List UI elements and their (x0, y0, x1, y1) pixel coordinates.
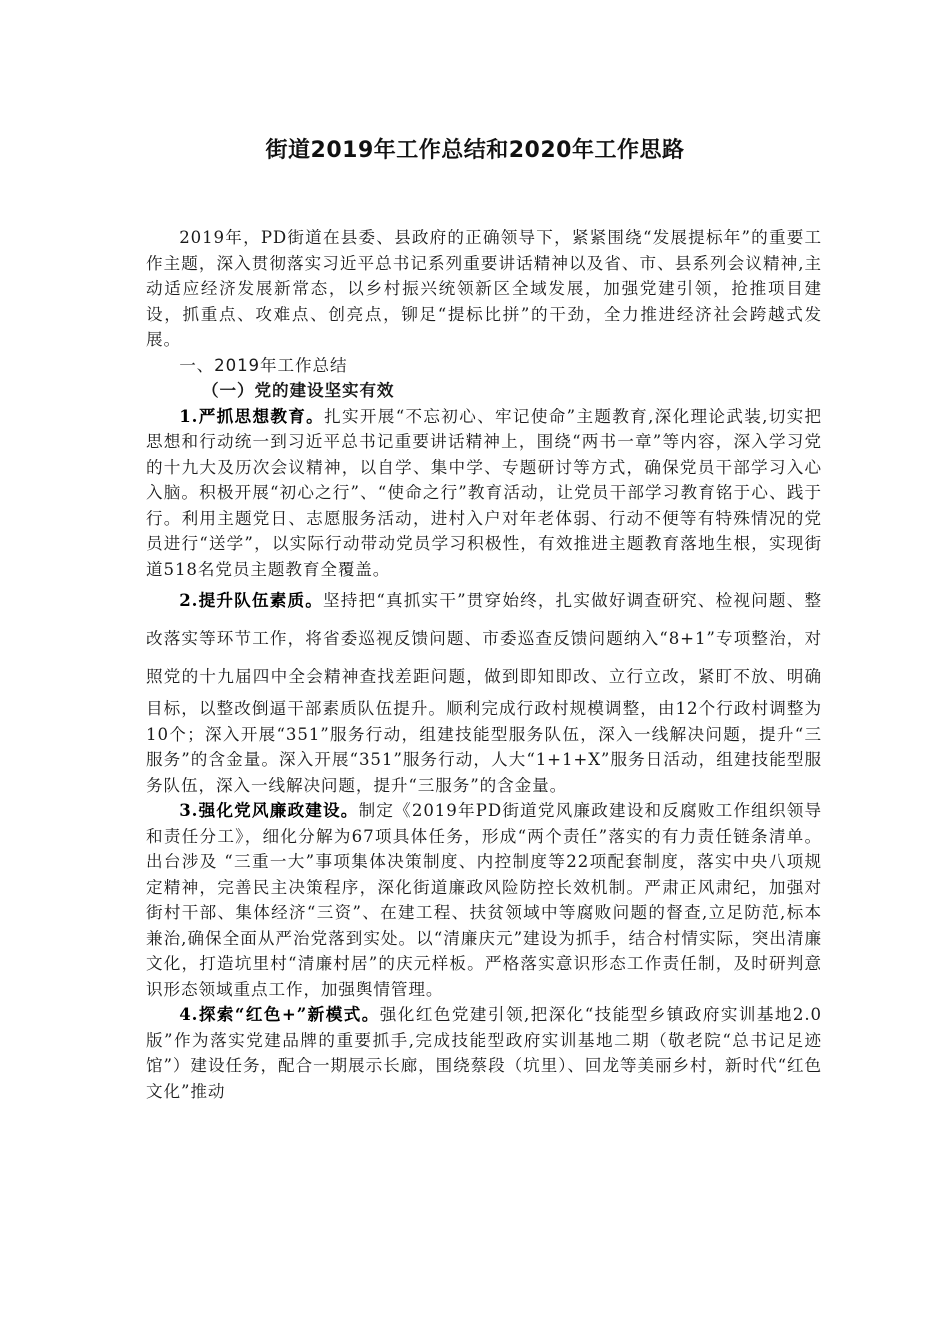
item-text-1: 扎实开展“不忘初心、牢记使命”主题教育,深化理论武装,切实把思想和行动统一到习近平总书记重要讲话精神上，围绕“两书一章”等内容，深入学习党的十九大及历次会议精神，以自学、集中学、专题研讨等方式，确保党员干部学习入心入脑。积极开展“初心之行”、“使命之行”教育活动，让党员干部学习教育铭于心、践于行。利用主题党日、志愿服务活动，进村入户对年老体弱、行动不便等有特殊情况的党员进行“送学”，以实际行动带动党员学习积极性，有效推进主题教育落地生根，实现街道518名党员主题教育全覆盖。 (146, 406, 822, 579)
subsection-heading: （一）党的建设坚实有效 (202, 380, 395, 400)
document-body (146, 225, 822, 1104)
intro-paragraph: 2019年，PD街道在县委、县政府的正确领导下，紧紧围绕“发展提标年”的重要工作主题，深入贯彻落实习近平总书记系列重要讲话精神以及省、市、县系列会议精神,主动适应经济发展新常态，以乡村振兴统领新区全域发展，加强党建引领，抢推项目建设，抓重点、攻难点、创亮点，铆足“提标比拼”的干劲，全力推进经济社会跨越式发展。 (146, 228, 822, 349)
item-lead-3: 3.强化党风廉政建设。 (179, 800, 359, 820)
item-lead-2: 2.提升队伍素质。 (179, 590, 324, 610)
item-paragraph-3 (146, 798, 822, 1002)
item-paragraph-4 (146, 1002, 822, 1104)
item-lead-4: 4.探索“红色+”新模式。 (179, 1004, 380, 1024)
item-paragraph-2 (146, 582, 822, 798)
section-heading: 一、2019年工作总结 (179, 355, 348, 375)
item-text-2a: 坚持把“真抓实干”贯穿始终，扎实做好调查研究、检视问题、整改落实等环节工作，将省委巡视反馈问题、市委巡查反馈问题纳入“8+1”专项整治，对照党的十九届四中全会精神查找差距问题， (146, 591, 822, 686)
item-text-4: 强化红色党建引领,把深化“技能型乡镇政府实训基地2.0版”作为落实党建品牌的重要抓手,完成技能型政府实训基地二期（敬老院“总书记足迹馆”）建设任务，配合一期展示长廊，围绕蔡段（坑里）、回龙等美丽乡村，新时代“红色文化”推动 (146, 1005, 822, 1101)
item-text-2b: 做到即知即改、立行立改，紧盯不放、明确目标，以整改倒逼干部素质队伍提升。顺利完成行政村规模调整，由12个行政村调整为10个；深入开展“351”服务行动，组建技能型服务队伍，深入一线解决问题，提升“三服务”的含金量。深入开展“351”服务行动，人大“1+1+X”服务日活动，组建技能型服务队伍，深入一线解决问题，提升“三服务”的含金量。 (146, 667, 822, 795)
item-lead-1: 1.严抓思想教育。 (179, 405, 325, 426)
document-title: 街道2019年工作总结和2020年工作思路 (265, 138, 685, 163)
item-paragraph-1 (146, 404, 822, 583)
item-text-3: 制定《2019年PD街道党风廉政建设和反腐败工作组织领导和责任分工》，细化分解为67项具体任务，形成“两个责任”落实的有力责任链条清单。出台涉及 “三重一大”事项集体决策制度、内控制度等22项配套制度，落实中央八项规定精神，完善民主决策程序，深化街道廉政风险防控长效机制。严肃正风肃纪，加强对街村干部、集体经济“三资”、在建工程、扶贫领域中等腐败问题的督查,立足防范,标本兼治,确保全面从严治党落到实处。以“清廉庆元”建设为抓手，结合村情实际，突出清廉文化，打造坑里村“清廉村居”的庆元样板。严格落实意识形态工作责任制，及时研判意识形态领域重点工作，加强舆情管理。 (146, 801, 822, 999)
